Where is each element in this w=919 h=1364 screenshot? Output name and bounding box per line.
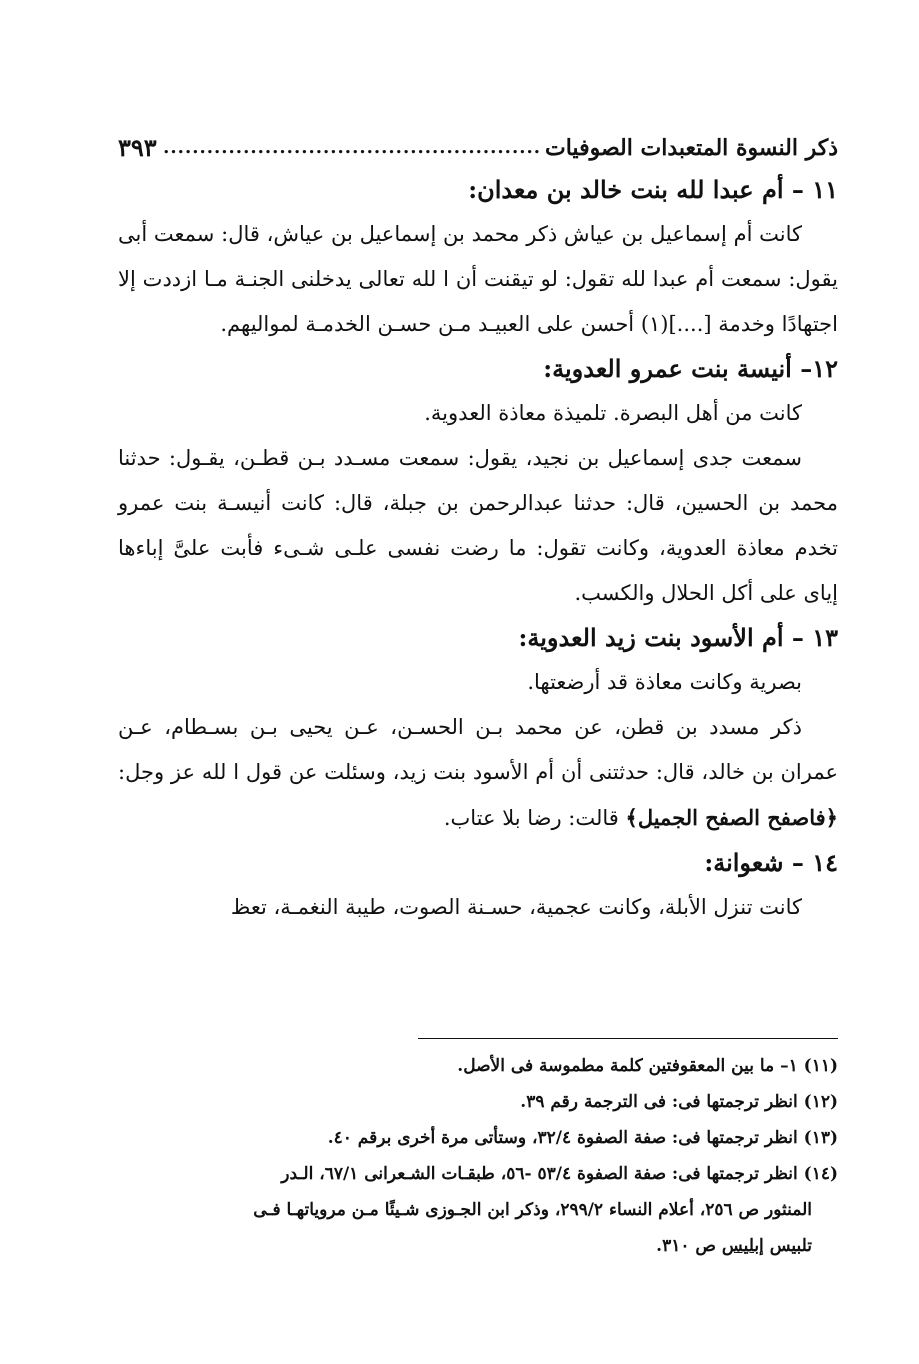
running-title: ذكر النسوة المتعبدات الصوفيات	[545, 135, 838, 161]
footnote-14: (١٤) انظر ترجمتها فى: صفة الصفوة ٥٣/٤ -٥٦، طبقـات الشـعرانى ٦٧/١، الـدر	[281, 1164, 838, 1184]
entry-paragraph: كانت من أهل البصرة. تلميذة معاذة العدوية.	[424, 401, 802, 425]
footnote-14-continuation: المنثور ص ٢٥٦، أعلام النساء ٢٩٩/٢، وذكر ابن الجـوزى شـيئًا مـن مروياتهـا فـى	[253, 1200, 812, 1220]
footnote-text: ص ٣١٠.	[656, 1236, 722, 1256]
footnote-14-continuation	[118, 1228, 838, 1264]
entry-12	[118, 347, 838, 616]
entry-paragraph: بصرية وكانت معاذة قد أرضعتها.	[527, 670, 802, 694]
paragraph-text: قالت: رضا بلا عتاب.	[443, 806, 626, 830]
entry-14	[118, 841, 838, 930]
entry-paragraph: كانت أم إسماعيل بن عياش ذكر محمد بن إسماعيل بن عياش، قال: سمعت أبى يقول: سمعت أم عبدا لله تقول: لو تيقنت أن ا لله تعالى يدخلنى الجنـة مـا ازددت إلا اجتهادًا وخدمة [....](١) أحسن على العبيـد مـن حسـن الخدمـة لمواليهم.	[118, 222, 838, 336]
footnote-12: (١٢) انظر ترجمتها فى: فى الترجمة رقم ٣٩.	[520, 1092, 838, 1112]
entry-11	[118, 168, 838, 347]
footnote-11: (١١) ١– ما بين المعقوفتين كلمة مطموسة فى الأصل.	[457, 1056, 838, 1076]
underlined-word: إبليس	[721, 1236, 764, 1256]
book-page	[118, 128, 838, 930]
paragraph-text: ذكر مسدد بن قطن، عن محمد بـن الحسـن، عـن يحيى بـن بسـطام، عـن عمران بن خالد، قال: حدثتنى أن أم الأسود بنت زيد، وسئلت عن قول ا لله عز وجل:	[118, 715, 838, 784]
entry-paragraph: كانت تنزل الأبلة، وكانت عجمية، حسـنة الصوت، طيبة النغمـة، تعظ	[230, 895, 802, 919]
entry-13	[118, 616, 838, 841]
entry-paragraph: سمعت جدى إسماعيل بن نجيد، يقول: سمعت مسـدد بـن قطـن، يقـول: حدثنا محمد بن الحسين، قال: حدثنا عبدالرحمن بن جبلة، قال: كانت أنيسـة بنت عمرو تخدم معاذة العدوية، وكانت تقول: ما رضت نفسى علـى شـىء فأبت علىَّ إباءها إياى على أكل الحلال والكسب.	[118, 446, 838, 605]
footnote-13: (١٣) انظر ترجمتها فى: صفة الصفوة ٣٢/٤، وستأتى مرة أخرى برقم ٤٠.	[327, 1128, 838, 1148]
entry-heading: ١١ – أم عبدا لله بنت خالد بن معدان:	[468, 175, 838, 204]
entry-heading: ١٣ – أم الأسود بنت زيد العدوية:	[518, 623, 838, 652]
quran-quote: ﴿فاصفح الصفح الجميل﴾	[625, 805, 838, 830]
running-header	[118, 128, 838, 168]
footnote-separator	[418, 1038, 838, 1039]
entry-heading: ١٤ – شعوانة:	[704, 848, 838, 877]
entry-heading: ١٢– أنيسة بنت عمرو العدوية:	[543, 354, 838, 383]
page-number: ٣٩٣	[118, 133, 157, 162]
entry-paragraph	[118, 705, 838, 841]
footnotes	[118, 1048, 838, 1264]
footnote-text: تلبيس	[763, 1236, 812, 1256]
header-leader-dots: ....................................................	[163, 137, 542, 158]
